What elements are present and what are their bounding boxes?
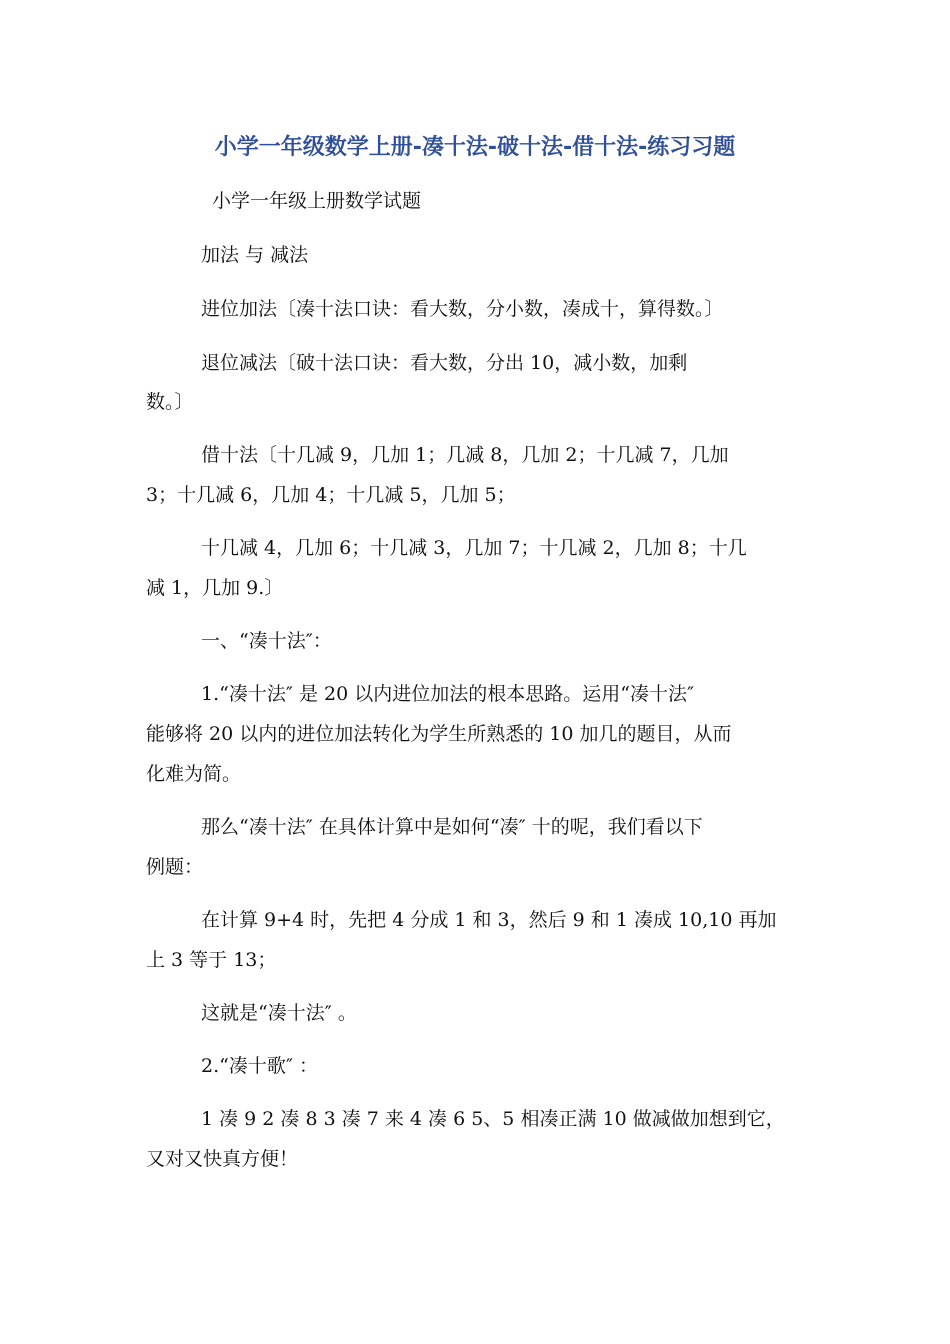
paragraph-1-line3: 化难为简。 <box>146 763 242 785</box>
document-title: 小学一年级数学上册-凑十法-破十法-借十法-练习习题 <box>214 135 736 160</box>
document-subtitle: 小学一年级上册数学试题 <box>212 190 422 212</box>
paragraph-6-line1: 1 凑 9 2 凑 8 3 凑 7 来 4 凑 6 5、5 相凑正满 10 做减做加想到它， <box>201 1108 785 1130</box>
paragraph-borrow-ten-line2: 3；十几减 6，几加 4；十几减 5，几加 5； <box>146 484 516 506</box>
paragraph-6-line2: 又对又快真方便！ <box>146 1148 299 1170</box>
paragraph-borrow-ten-line1: 借十法〔十几减 9，几加 1；几减 8，几加 2；十几减 7，几加 <box>201 444 729 466</box>
paragraph-2-line2: 例题： <box>146 856 204 878</box>
paragraph-borrow-ten-line3: 十几减 4，几加 6；十几减 3，几加 7；十几减 2，几加 8；十几 <box>201 537 747 559</box>
paragraph-carry-addition: 进位加法〔凑十法口诀：看大数，分小数，凑成十，算得数。〕 <box>201 298 724 320</box>
paragraph-add-sub: 加法 与 减法 <box>201 244 309 266</box>
paragraph-5: 2.“凑十歌″ ： <box>201 1055 318 1077</box>
paragraph-1-line2: 能够将 20 以内的进位加法转化为学生所熟悉的 10 加几的题目，从而 <box>146 723 732 745</box>
paragraph-1-line1: 1.“凑十法″ 是 20 以内进位加法的根本思路。运用“凑十法″ <box>201 683 695 705</box>
paragraph-borrow-subtraction-line2: 数。〕 <box>146 391 194 413</box>
paragraph-4: 这就是“凑十法″ 。 <box>201 1002 357 1024</box>
paragraph-2-line1: 那么“凑十法″ 在具体计算中是如何“凑″ 十的呢，我们看以下 <box>201 816 703 838</box>
section-heading-make-ten: 一、“凑十法″： <box>201 630 332 652</box>
paragraph-borrow-subtraction-line1: 退位减法〔破十法口诀：看大数，分出 10，减小数，加剩 <box>201 352 688 374</box>
paragraph-3-line2: 上 3 等于 13； <box>146 949 277 971</box>
paragraph-borrow-ten-line4: 减 1，几加 9.〕 <box>146 577 284 599</box>
paragraph-3-line1: 在计算 9+4 时，先把 4 分成 1 和 3，然后 9 和 1 凑成 10,10 再加 <box>201 909 777 931</box>
